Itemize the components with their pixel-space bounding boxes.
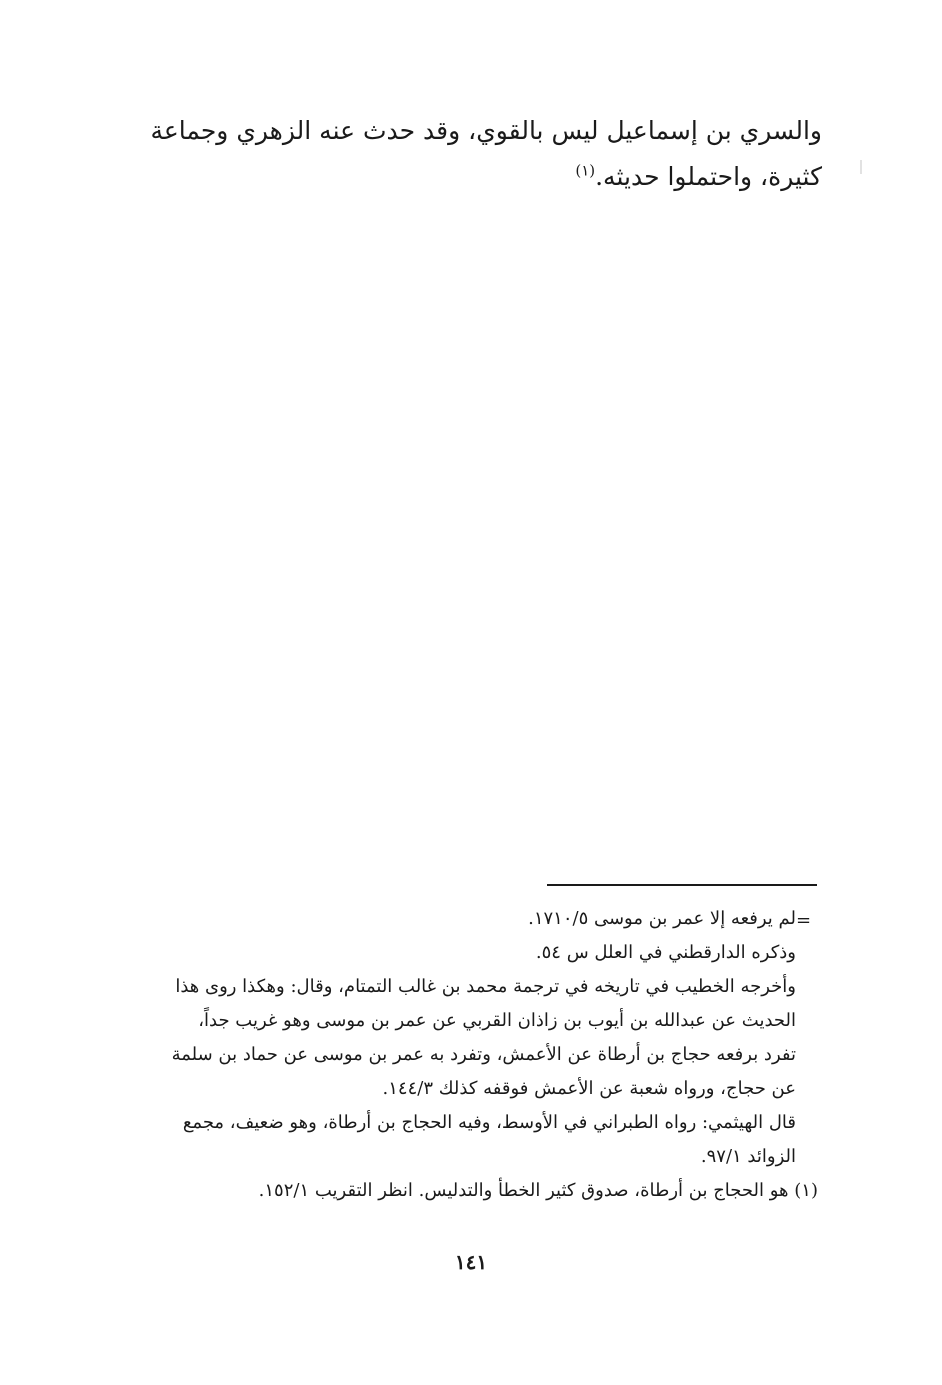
footnote-line: قال الهيثمي: رواه الطبراني في الأوسط، وفيه الحجاج بن أرطاة، وهو ضعيف، مجمع: [182, 1112, 796, 1133]
footnote-separator: [547, 884, 817, 886]
footnote-1-label: (١): [794, 1180, 818, 1201]
footnote-line: الزوائد ٩٧/١.: [700, 1146, 796, 1167]
main-text-line: [118, 154, 822, 200]
main-text-line: والسري بن إسماعيل ليس بالقوي، وقد حدث عنه الزهري وجماعة: [150, 116, 822, 145]
footnote-continuation-mark: =: [796, 910, 812, 931]
footnote-1: [118, 1174, 818, 1208]
footnote-line: الحديث عن عبدالله بن أيوب بن زاذان القربي عن عمر بن موسى وهو غريب جداً،: [198, 1010, 796, 1031]
main-text-line-2: كثيرة، واحتملوا حديثه.: [595, 162, 822, 191]
main-text-block: [118, 108, 822, 200]
footnotes-block: [118, 902, 818, 1208]
footnote-line: عن حجاج، ورواه شعبة عن الأعمش فوقفه كذلك ١٤٤/٣.: [382, 1078, 796, 1099]
footnote-line: تفرد برفعه حجاج بن أرطاة عن الأعمش، وتفرد به عمر بن موسى عن حماد بن سلمة: [171, 1044, 796, 1065]
footnote-reference-mark: (١): [575, 161, 596, 180]
footnote-line: وذكره الدارقطني في العلل س ٥٤.: [535, 942, 796, 963]
page-number: ١٤١: [454, 1250, 488, 1274]
footnote-line: لم يرفعه إلا عمر بن موسى ١٧١٠/٥.: [528, 908, 796, 929]
scan-speck: [860, 160, 862, 174]
footnote-1-text: هو الحجاج بن أرطاة، صدوق كثير الخطأ والتدليس. انظر التقريب ١٥٢/١.: [258, 1180, 789, 1201]
footnote-line: وأخرجه الخطيب في تاريخه في ترجمة محمد بن غالب التمتام، وقال: وهكذا روى هذا: [175, 976, 796, 997]
